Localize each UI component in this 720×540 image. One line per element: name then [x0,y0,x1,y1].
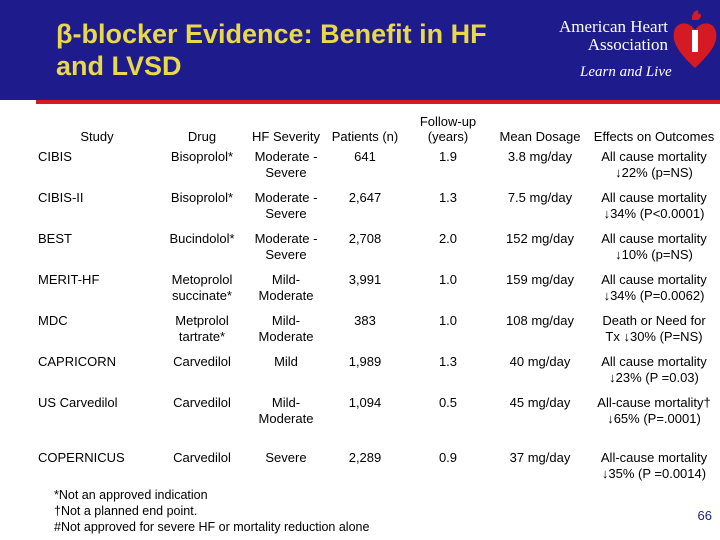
cell-followup: 0.9 [438,450,458,465]
cell-dosage: 37 mg/day [509,450,571,465]
cell-patients: 1,094 [348,395,382,410]
outcome-result: ↓22% (p=NS) [615,165,693,180]
cell-severity: Mild- Moderate [258,272,314,303]
cell-drug: Bisoprolol* [170,149,234,164]
heart-torch-icon [670,6,720,72]
cell-dosage: 108 mg/day [506,313,574,328]
logo-tagline: Learn and Live [580,64,672,80]
cell-patients: 2,647 [348,190,382,205]
cell-outcome [588,447,720,488]
footnote: *Not an approved indication [54,488,208,502]
cell-drug: Carvedilol [173,395,231,410]
cell-drug: Metoprolol succinate* [171,272,233,303]
cell-outcome [588,146,720,187]
cell-outcome [588,392,720,447]
cell-followup: 1.0 [438,313,458,328]
cell-followup: 1.9 [438,149,458,164]
cell-severity: Mild- Moderate [258,395,314,426]
cell-study: BEST [38,231,72,246]
cell-outcome [588,310,720,351]
cell-severity: Severe [265,450,307,465]
cell-study: CIBIS-II [38,190,84,205]
cell-patients: 1,989 [348,354,382,369]
evidence-table [36,104,720,488]
cell-severity: Moderate -Severe [254,231,318,262]
cell-dosage: 152 mg/day [506,231,574,246]
outcome-label: All-cause mortality† [597,395,711,410]
header-patients: Patients (n) [331,129,399,144]
header-severity: HF Severity [252,129,320,144]
table-header-row [36,104,720,146]
cell-followup: 1.3 [438,354,458,369]
outcome-result: ↓10% (p=NS) [615,247,693,262]
header-study: Study [80,129,114,144]
table-row [36,392,720,447]
logo-line2: Association [587,35,668,54]
cell-patients: 2,289 [348,450,382,465]
outcome-label: All cause mortality [601,190,707,205]
slide-title: β-blocker Evidence: Benefit in HF and LVSD [56,19,487,81]
cell-study: COPERNICUS [38,450,125,465]
header-dosage: Mean Dosage [499,129,581,144]
cell-study: CIBIS [38,149,72,164]
cell-patients: 641 [354,149,376,164]
table-row [36,310,720,351]
outcome-label: All cause mortality [601,149,707,164]
cell-patients: 2,708 [348,231,382,246]
footnote: #Not approved for severe HF or mortality reduction alone [54,520,370,534]
cell-severity: Moderate -Severe [254,190,318,221]
outcome-result: ↓35% (P =0.0014) [601,466,707,481]
logo-line1: American Heart [558,17,668,36]
cell-study: MDC [38,313,68,328]
cell-dosage: 159 mg/day [506,272,574,287]
outcome-result: ↓34% (P=0.0062) [603,288,705,303]
cell-followup: 0.5 [438,395,458,410]
cell-drug: Carvedilol [173,354,231,369]
cell-drug: Metprolol tartrate* [175,313,229,344]
cell-dosage: 7.5 mg/day [507,190,573,205]
cell-dosage: 3.8 mg/day [507,149,573,164]
outcome-result: ↓34% (P<0.0001) [603,206,705,221]
outcome-result: Tx ↓30% (P=NS) [605,329,703,344]
cell-severity: Mild- Moderate [258,313,314,344]
cell-drug: Bisoprolol* [170,190,234,205]
page-number: 66 [697,508,712,523]
cell-outcome [588,228,720,269]
cell-patients: 383 [354,313,376,328]
cell-drug: Bucindolol* [169,231,235,246]
cell-followup: 1.0 [438,272,458,287]
outcome-result: ↓23% (P =0.03) [609,370,699,385]
cell-study: CAPRICORN [38,354,117,369]
cell-drug: Carvedilol [173,450,231,465]
table-row [36,146,720,187]
table-row [36,269,720,310]
cell-dosage: 45 mg/day [509,395,571,410]
outcome-label: All-cause mortality [600,450,708,465]
table-row [36,187,720,228]
cell-severity: Mild [274,354,298,369]
cell-study: MERIT-HF [38,272,100,287]
header-followup: Follow-up (years) [419,114,477,144]
cell-outcome [588,351,720,392]
outcome-result: ↓65% (P=.0001) [607,411,701,426]
aha-logo [540,6,720,84]
cell-outcome [588,187,720,228]
footnote: †Not a planned end point. [54,504,198,518]
table-row [36,228,720,269]
cell-followup: 1.3 [438,190,458,205]
outcome-label: Death or Need for [602,313,706,328]
cell-dosage: 40 mg/day [509,354,571,369]
cell-severity: Moderate -Severe [254,149,318,180]
header-outcomes: Effects on Outcomes [593,129,715,144]
cell-study: US Carvedilol [38,395,118,410]
table-row [36,351,720,392]
header-drug: Drug [187,129,217,144]
footnotes [54,487,369,535]
table-row [36,447,720,488]
cell-patients: 3,991 [348,272,382,287]
cell-outcome [588,269,720,310]
outcome-label: All cause mortality [601,272,707,287]
outcome-label: All cause mortality [601,354,707,369]
cell-followup: 2.0 [438,231,458,246]
outcome-label: All cause mortality [601,231,707,246]
